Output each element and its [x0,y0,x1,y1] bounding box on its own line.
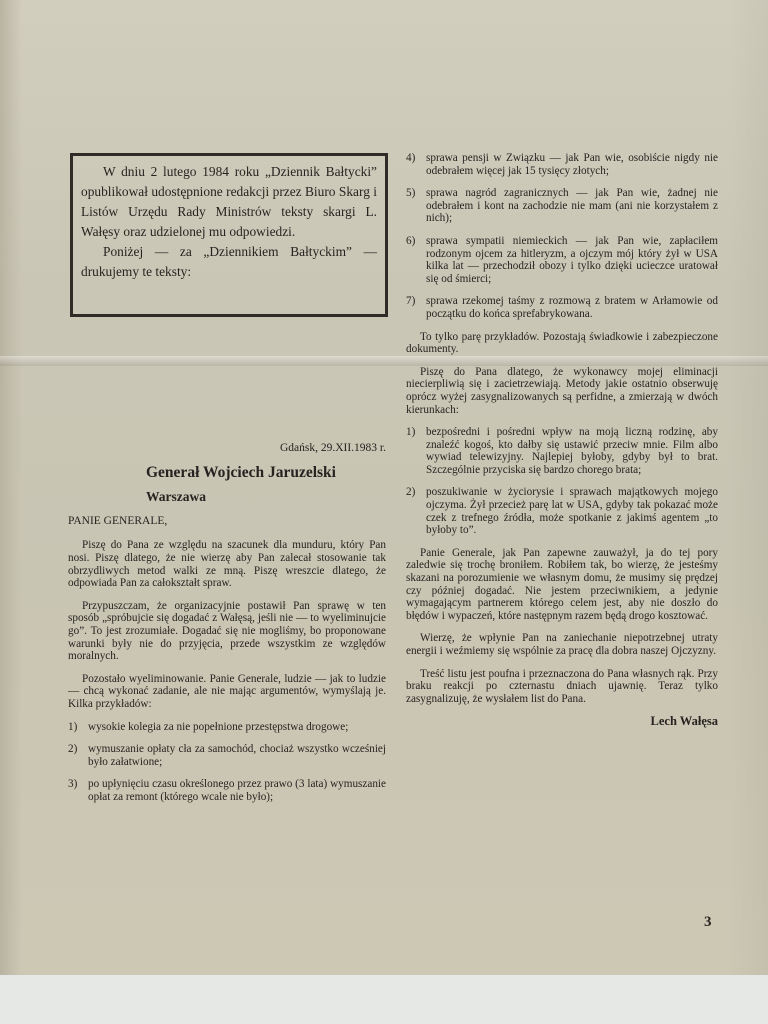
signature: Lech Wałęsa [650,714,718,729]
direction-number: 1) [406,426,416,439]
margin-shade [728,0,768,975]
editorial-note-box [70,153,388,317]
example-number: 7) [406,295,416,308]
direction-text: poszukiwanie w życiorysie i sprawach majątkowych mojego ojczyma. Żył przecież parę lat w USA, gdyby tak pokazać może czek z trefnego źródła, może spotkanie z jakimś agentem „to byłoby to”. [426,486,718,537]
direction-item-1 [406,426,718,476]
letter-paragraph-2: Przypuszczam, że organizacyjnie postawił Pan sprawę w ten sposób „spróbujcie się dogadać z Wałęsą, jeśli nie — to wyeliminujcie go”. To jest zrozumiałe. Dogadać się nie mogliśmy, bo proponowane warunki były nie do przyjęcia, przede wszystkim ze względów moralnych. [68,599,386,663]
editorial-note-paragraph-1: W dniu 2 lutego 1984 roku „Dziennik Bałtycki” opublikował udostępnione redakcji przez Biuro Skarg i Listów Urzędu Rady Ministrów teksty skargi L. Wałęsy oraz udzielonej mu odpowiedzi. [81,164,377,239]
example-item-4 [406,152,718,177]
example-number: 6) [406,234,416,247]
example-number: 5) [406,187,416,200]
example-text: wysokie kolegia za nie popełnione przestępstwa drogowe; [88,720,349,733]
closing-paragraph-1: Panie Generale, jak Pan zapewne zauważył, ja do tej pory zaledwie się trochę broniłem. Robiłem tak, bo wierzę, że jesteśmy skazani na porozumienie we własnym domu, że musimy się prędzej czy później dogadać. Nie jestem przeciwnikiem, a jedynie wymagającym partnerem którego celem jest, aby nie doszło do błędów i wypaczeń, które następnym razem będą drogo kosztować. [406,546,718,622]
example-text: sprawa pensji w Związku — jak Pan wie, osobiście nigdy nie odebrałem więcej jak 15 tysięcy złotych; [426,152,718,177]
example-number: 3) [68,778,78,791]
letter-city: Warszawa [146,489,206,505]
letter-paragraph-1: Piszę do Pana ze względu na szacunek dla munduru, który Pan nosi. Piszę dlatego, że nie wierzę aby Pan zalecał stosowanie tak obrzydliwych metod walki ze mną. Piszę wreszcie dlatego, że odpowiada Pan za całokształt spraw. [68,539,386,590]
letter-date: Gdańsk, 29.XII.1983 r. [279,442,386,454]
example-number: 2) [68,743,78,756]
example-text: wymuszanie opłaty cła za samochód, chociaż wszystko wcześniej było załatwione; [88,743,386,768]
example-text: po upłynięciu czasu określonego przez prawo (3 lata) wymuszanie opłat za remont (którego wcale nie było); [88,778,386,803]
page-number: 3 [704,914,712,930]
example-number: 1) [68,720,78,733]
methods-paragraph: Piszę do Pana dlatego, że wykonawcy mojej eliminacji niecierpliwią się i zacietrzewiają. Metody jakie ostatnio obserwuję oprócz wyżej zasygnalizowanych są perfidne, a zmierzają w dwóch kierunkach: [406,365,718,416]
direction-item-2 [406,486,718,536]
example-item-2 [68,743,386,768]
after-examples-paragraph: To tylko parę przykładów. Pozostają świadkowie i zabezpieczone dokumenty. [406,330,718,356]
example-item-6 [406,235,718,285]
example-item-3 [68,778,386,803]
right-column [406,152,718,728]
closing-paragraph-3: Treść listu jest poufna i przeznaczona do Pana własnych rąk. Przy braku reakcji po czternastu dniach ujawnię. Teraz tylko zasygnalizuję, że wysłałem list do Pana. [406,667,718,705]
left-column [68,442,386,813]
letter-paragraph-3: Pozostało wyeliminowanie. Panie Generale, ludzie — jak to ludzie — chcą wykonać zadanie, ale nie mając argumentów, wymyślają je. Kilka przykładów: [68,672,386,710]
editorial-note-paragraph-2: Poniżej — za „Dziennikiem Bałtyckim” — drukujemy te teksty: [81,244,377,279]
letter-greeting: PANIE GENERALE, [68,514,168,527]
letter-addressee: Generał Wojciech Jaruzelski [146,463,336,481]
direction-text: bezpośredni i pośredni wpływ na moją liczną rodzinę, aby znaleźć kogoś, kto dałby się ustawić przeciw mnie. Film albo wywiad telewizyjny. Najlepiej byłoby, gdyby był to brat. Szczególnie przyciska się bardzo chorego brata; [426,426,718,476]
closing-paragraph-2: Wierzę, że wpłynie Pan na zaniechanie niepotrzebnej utraty energii i weźmiemy się wspólnie za pracę dla dobra naszej Ojczyzny. [406,632,718,657]
example-number: 4) [406,152,416,164]
example-text: sprawa sympatii niemieckich — jak Pan wie, zapłaciłem rodzonym ojcem za hitleryzm, a ojczym mój który żył w USA kilka lat — przechodził obozy i tylko dzięki ucieczce uratował się od śmierci; [426,234,718,285]
example-text: sprawa rzekomej taśmy z rozmową z bratem w Arłamowie od początku do końca sprefabrykowana. [426,295,718,320]
example-item-7 [406,295,718,320]
example-item-5 [406,187,718,225]
example-text: sprawa nagród zagranicznych — jak Pan wie, żadnej nie odebrałem i kont na zachodzie nie mam (ani nie korzystałem z nich); [426,187,718,225]
example-item-1 [68,721,386,734]
direction-number: 2) [406,486,416,499]
